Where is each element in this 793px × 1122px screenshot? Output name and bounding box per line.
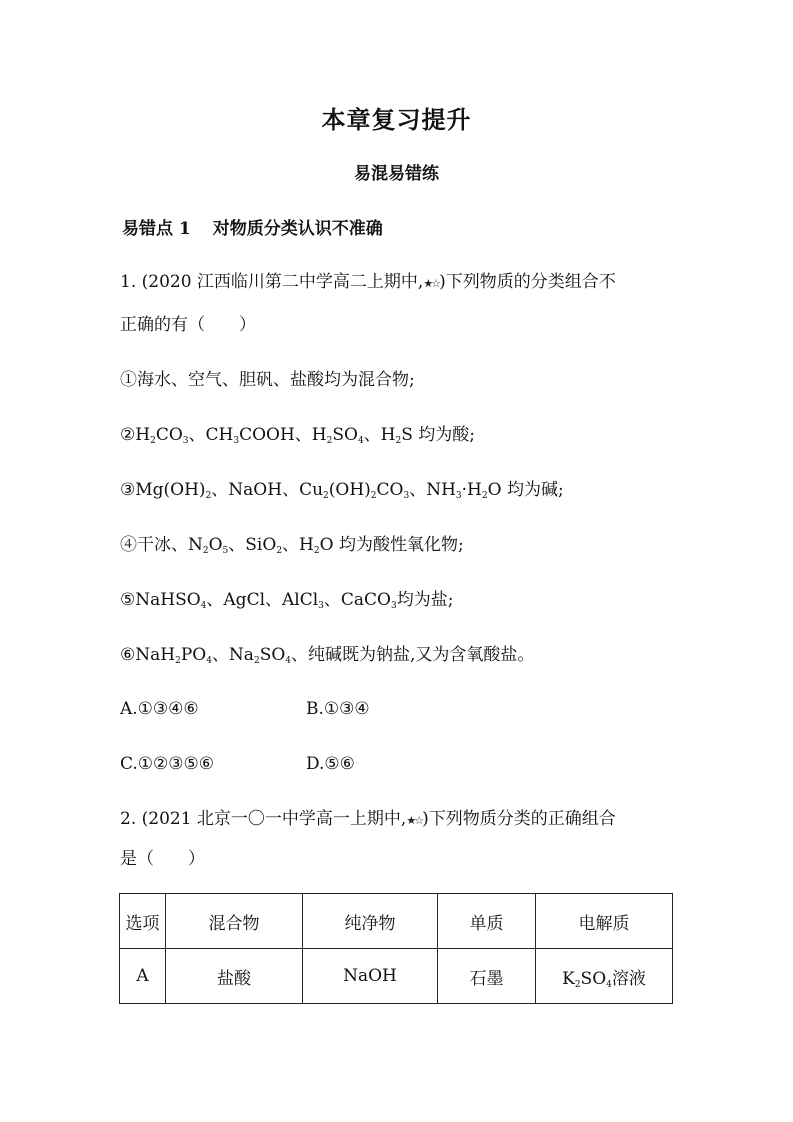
table-header-cell: 单质 [438,894,536,949]
q1-option-c: C.①②③⑤⑥ [120,754,215,774]
q1-option-a: A.①③④⑥ [120,699,199,719]
table-header-cell: 电解质 [536,894,673,949]
section-heading [122,214,383,239]
table-row [120,949,673,1004]
q1-item-6: $⑥NaH_2PO_4$、$Na_2SO_4$、纯碱既为钠盐,又为含氧酸盐。 [120,645,535,666]
section-text: 对物质分类认识不准确 [212,219,383,239]
q1-option-b: B.①③④ [306,699,370,719]
table-header-row [120,894,673,949]
table-header-cell: 纯净物 [303,894,438,949]
table-cell: 石墨 [438,949,536,1004]
q1-item-4: ④干冰、$N_2O_5$、SiO$_2$、$H_2O$ 均为酸性氧化物; [120,535,464,556]
table-header-cell: 混合物 [166,894,303,949]
page-subtitle: 易混易错练 [354,164,439,184]
section-label: 易错点 1 [122,219,191,239]
table-cell: NaOH [303,949,438,1004]
q2-line2: 是（ ） [120,849,205,869]
two-stars-icon: ★☆ [423,277,440,290]
q1-line1: 1. (2020 江西临川第二中学高二上期中,★☆)下列物质的分类组合不 [120,272,616,292]
classification-table [119,893,673,1004]
table-cell: $K_2SO_4$溶液 [536,949,673,1004]
q1-item-1: ①海水、空气、胆矾、盐酸均为混合物; [120,370,415,390]
two-stars-icon: ★☆ [406,814,423,827]
table-cell: A [120,949,166,1004]
q1-item-5: ⑤NaHSO$_4$、AgCl、AlCl$_3$、CaCO$_3$均为盐; [120,590,454,611]
q1-item-2: $②H_2CO_3$、$CH_3COOH$、$H_2SO_4$、$H_2S$ 均为酸; [120,425,476,446]
table-header-cell: 选项 [120,894,166,949]
table-cell: 盐酸 [166,949,303,1004]
q1-item-3: $③Mg(OH)_2$、NaOH、$Cu_2(OH)_2CO_3$、$NH_3\cdot H_2O$ 均为碱; [120,480,564,501]
q2-line1: 2. (2021 北京一〇一中学高一上期中,★☆)下列物质分类的正确组合 [120,809,616,829]
q1-option-d: D.⑤⑥ [306,754,355,774]
page-title: 本章复习提升 [321,105,472,134]
q1-line2: 正确的有（ ） [120,315,256,335]
